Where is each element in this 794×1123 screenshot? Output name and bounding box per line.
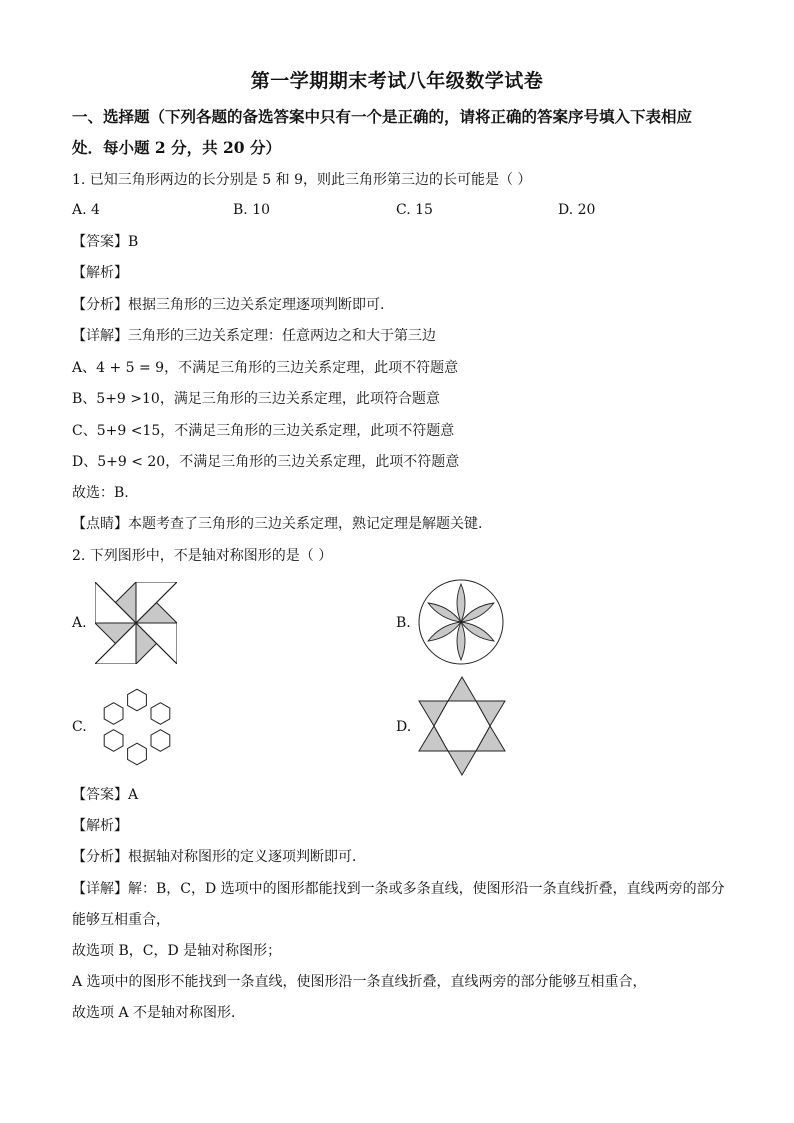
q1-option-d: D. 20 — [558, 202, 596, 218]
q2-option-b-label: B. — [396, 615, 411, 631]
q1-detail-d: D、5+9 < 20，不满足三角形的三边关系定理，此项不符题意 — [72, 454, 460, 470]
q2-figure-hexagram — [416, 675, 508, 777]
q1-option-c: C. 15 — [396, 202, 433, 218]
q1-dianjing: 【点睛】本题考查了三角形的三边关系定理，熟记定理是解题关键. — [72, 516, 483, 532]
q2-stem: 2. 下列图形中，不是轴对称图形的是（ ） — [72, 548, 333, 564]
q1-fenxi: 【分析】根据三角形的三边关系定理逐项判断即可. — [72, 297, 385, 313]
q1-detail-a: A、4 + 5 = 9，不满足三角形的三边关系定理，此项不符题意 — [72, 360, 459, 376]
q2-fenxi: 【分析】根据轴对称图形的定义逐项判断即可． — [72, 849, 366, 865]
section-heading-line1: 一、选择题（下列各题的备选答案中只有一个是正确的，请将正确的答案序号填入下表相应 — [72, 107, 693, 126]
page-title: 第一学期期末考试八年级数学试卷 — [250, 70, 544, 92]
q1-analysis-tag: 【解析】 — [72, 265, 128, 281]
section-heading-line2: 处．每小题 2 分，共 20 分） — [72, 138, 281, 157]
q2-conclusion-bcd: 故选项 B，C，D 是轴对称图形； — [72, 943, 282, 959]
q2-xiangjie-line1: 【详解】解：B，C，D 选项中的图形都能找到一条或多条直线，使图形沿一条直线折叠，直线两旁的部分 — [72, 881, 725, 897]
q2-figure-hexagon-ring — [91, 686, 183, 768]
q1-xiangjie: 【详解】三角形的三边关系定理：任意两边之和大于第三边 — [72, 328, 436, 344]
q1-stem: 1. 已知三角形两边的长分别是 5 和 9，则此三角形第三边的长可能是（ ） — [72, 172, 532, 188]
q1-detail-b: B、5+9 >10，满足三角形的三边关系定理，此项符合题意 — [72, 391, 440, 407]
q2-xiangjie-line2: 能够互相重合， — [72, 912, 170, 928]
q1-detail-c: C、5+9 <15，不满足三角形的三边关系定理，此项不符题意 — [72, 423, 455, 439]
q1-answer: 【答案】B — [72, 234, 139, 250]
q2-option-c-label: C. — [72, 719, 87, 735]
q1-option-b: B. 10 — [233, 202, 271, 218]
q2-option-a-label: A. — [72, 615, 87, 631]
q2-conclusion-a: 故选项 A 不是轴对称图形． — [72, 1005, 246, 1021]
q2-answer: 【答案】A — [72, 787, 139, 803]
q1-choice: 故选：B. — [72, 485, 129, 501]
q2-figure-pinwheel — [95, 582, 177, 664]
q2-analysis-tag: 【解析】 — [72, 818, 128, 834]
q2-option-d-label: D. — [396, 719, 412, 735]
q2-figure-flower-circle — [417, 578, 505, 666]
q2-reason-a: A 选项中的图形不能找到一条直线，使图形沿一条直线折叠，直线两旁的部分能够互相重合， — [72, 974, 647, 990]
q1-option-a: A. 4 — [72, 202, 100, 218]
